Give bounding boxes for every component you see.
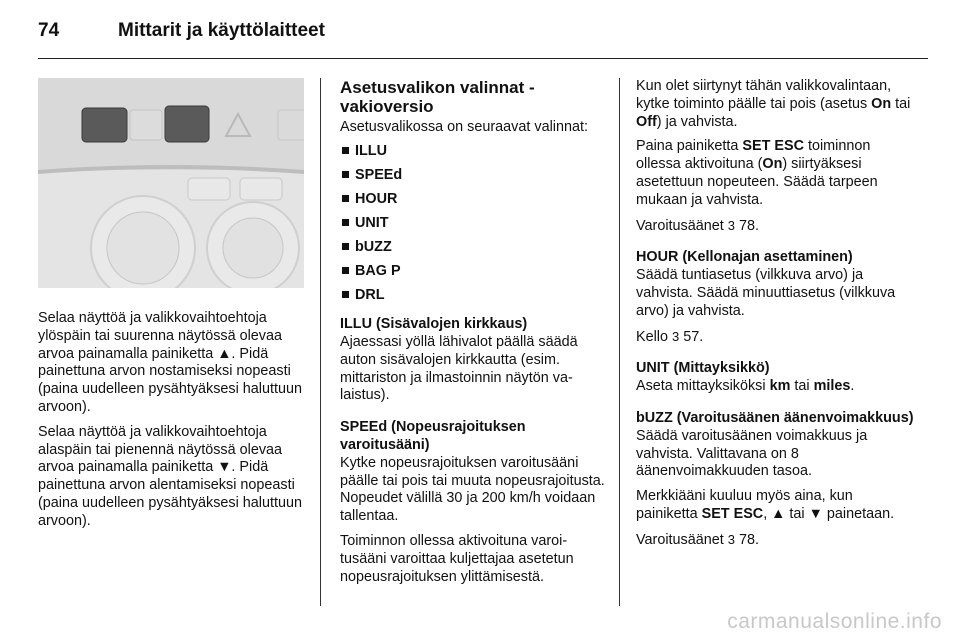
warning-sounds-ref[interactable]: Varoitusäänet 3 78. — [636, 217, 759, 234]
list-item: UNIT — [340, 215, 606, 233]
column-divider-1 — [320, 78, 321, 606]
speed-toggle-text: Kun olet siirtynyt tähän valikkovalintaan, kytke toiminto päälle tai pois (asetus On tai Off) ja vahvista. — [636, 78, 911, 130]
speed-text: Kytke nopeusrajoituksen varoitusääni päälle tai pois tai muuta nopeusrajoitusta. Nopeudet välillä 30 ja 200 km/h voidaan tallentaa. — [340, 454, 605, 525]
hour-text: Säädä tuntiasetus (vilkkuva arvo) ja vahvista. Säädä minuuttiasetus (vilkkuva arvo) ja vahvista. — [636, 267, 896, 319]
column-divider-2 — [619, 78, 620, 606]
hour-heading: HOUR (Kellonajan asettaminen) — [636, 249, 853, 266]
buzz-text: Säädä varoitusäänen voimakkuus ja vahvista. Valittavana on 8 äänenvoimakkuuden tasoa. — [636, 427, 868, 480]
list-item: DRL — [340, 287, 606, 305]
dial-right — [207, 202, 299, 288]
header-divider — [38, 58, 928, 59]
para-up-button: Selaa näyttöä ja valikkovaihtoehtoja ylöspäin tai suurenna näytössä olevaa arvoa painamalla painiketta ▲. Pidä painettuna arvon nostamiseksi nopeasti (paina uudelleen pysähtyäksesi haluttuun arvoon). — [38, 310, 303, 415]
column-left — [38, 78, 306, 538]
speed-heading: SPEEd (Nopeusrajoituksen varoitusääni) — [340, 419, 526, 454]
unit-heading: UNIT (Mittayksikkö) — [636, 360, 770, 377]
dial-left — [91, 196, 195, 288]
buzz-heading: bUZZ (Varoitusäänen äänenvoimakkuus) — [636, 409, 914, 426]
list-item: bUZZ — [340, 239, 606, 257]
page-ref-icon: 3 — [672, 328, 680, 344]
column-middle — [340, 78, 606, 593]
page-header — [38, 20, 928, 50]
list-item: ILLU — [340, 143, 606, 161]
warning-sounds-ref-2[interactable]: Varoitusäänet 3 78. — [636, 531, 759, 548]
list-item: SPEEd — [340, 167, 606, 185]
button-light-beam — [165, 106, 209, 142]
options-list — [340, 143, 606, 305]
unit-text: Aseta mittayksiköksi km tai miles. — [636, 378, 855, 395]
list-item: HOUR — [340, 191, 606, 209]
illu-text: Ajaessasi yöllä lähivalot päällä säädä auton sisävalojen kirkkautta (esim. mittariston ja ilmastoinnin näytön valaistus). — [340, 334, 578, 404]
clock-ref[interactable]: Kello 3 57. — [636, 328, 704, 345]
settings-intro: Asetusvalikossa on seuraavat valinnat: — [340, 119, 588, 135]
watermark: carmanualsonline.info — [727, 610, 942, 633]
column-right — [636, 78, 918, 557]
page-title: Mittarit ja käyttölaitteet — [118, 20, 325, 41]
page-number: 74 — [38, 20, 60, 41]
button-light — [82, 108, 127, 142]
illu-heading: ILLU (Sisävalojen kirkkaus) — [340, 316, 528, 333]
page-ref-icon: 3 — [727, 531, 735, 547]
set-esc-text: Paina painiketta SET ESC toiminnon ollessa aktivoituna (On) siirtyäksesi asetettuun nopeuteen. Säädä tarpeen mukaan ja vahvista. — [636, 138, 878, 208]
para-down-button: Selaa näyttöä ja valikkovaihtoehtoja alaspäin tai pienennä näytössä olevaa arvoa painamalla painiketta ▼. Pidä painettuna arvon alentamiseksi nopeasti (paina uudelleen pysähtyäksesi haluttuun arvoon). — [38, 423, 303, 529]
dashboard-controls-figure — [38, 78, 304, 288]
section-title: Asetusvalikon valinnat - vakioversio — [340, 78, 535, 116]
buzz-text-2: Merkkiääni kuuluu myös aina, kun painiketta SET ESC, ▲ tai ▼ painetaan. — [636, 488, 895, 522]
list-item: BAG P — [340, 263, 606, 281]
page-ref-icon: 3 — [727, 217, 735, 233]
speed-text-2: Toiminnon ollessa aktivoituna varoitusääni varoittaa kuljettajaa asetetun nopeusrajoituksen ylittämisestä. — [340, 533, 574, 585]
